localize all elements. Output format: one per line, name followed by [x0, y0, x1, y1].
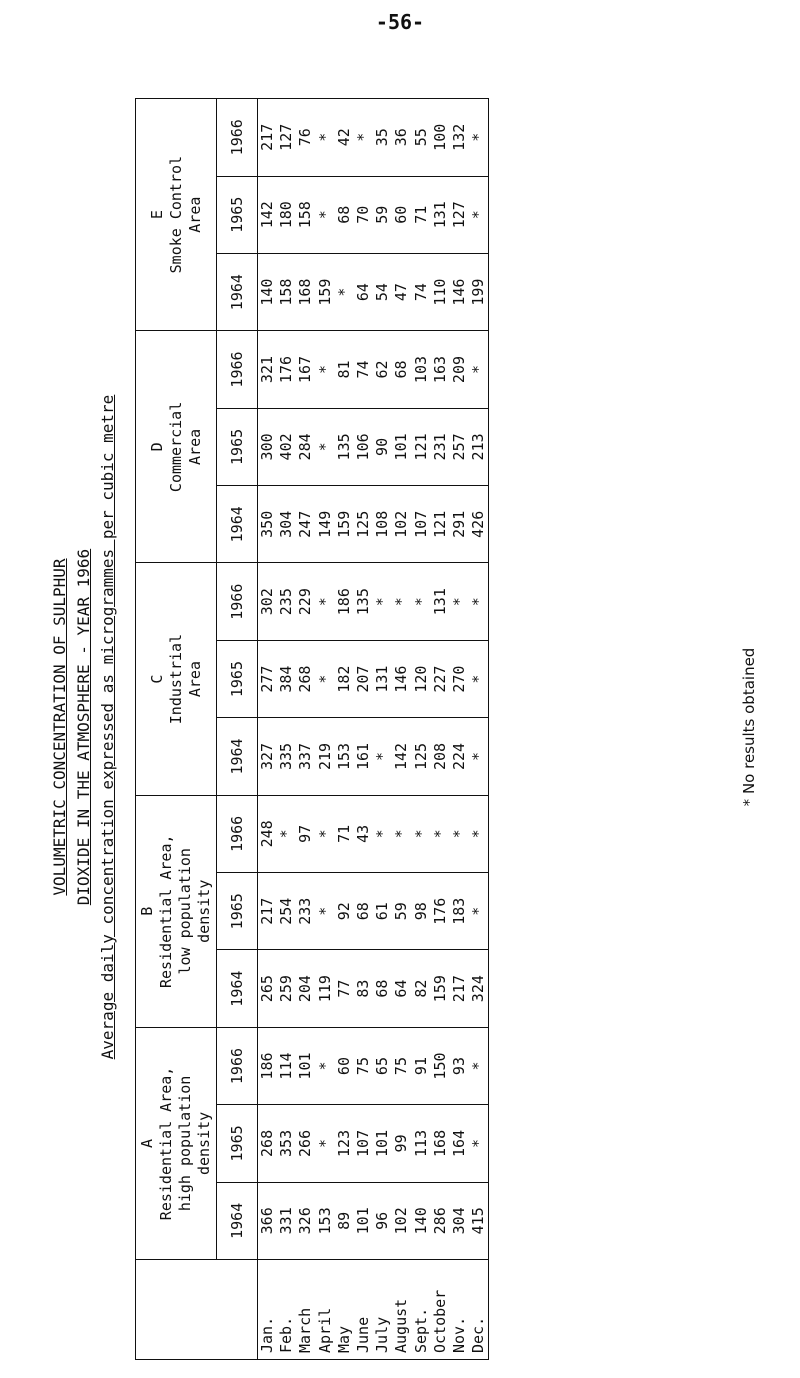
value-cell: * — [315, 597, 334, 607]
month-label: Dec. — [469, 1316, 488, 1353]
value-cell: 204 — [296, 975, 315, 1003]
year-header: 1965 — [217, 176, 258, 253]
value-column — [258, 1105, 489, 1182]
value-column — [258, 408, 489, 485]
value-cell: 213 — [469, 433, 488, 461]
value-cell: 335 — [277, 742, 296, 771]
value-cell: 207 — [353, 665, 372, 693]
rotated-table-page — [40, 92, 770, 1362]
value-cell: 254 — [277, 897, 296, 925]
value-cell: 125 — [353, 510, 372, 538]
value-cell: 266 — [296, 1129, 315, 1157]
value-cell: 286 — [430, 1207, 449, 1235]
value-cell: 235 — [277, 588, 296, 616]
value-cell: 248 — [258, 820, 276, 848]
value-cell: 163 — [430, 355, 449, 384]
value-cell: 106 — [353, 433, 372, 461]
value-cell: 82 — [411, 979, 430, 998]
area-header-a — [136, 1027, 217, 1259]
sulphur-dioxide-table — [135, 98, 489, 1360]
value-cell: 107 — [353, 1129, 372, 1157]
value-cell: 64 — [353, 283, 372, 302]
value-cell: 247 — [296, 510, 315, 538]
value-cell: 268 — [296, 665, 315, 693]
area-line2: Area — [185, 428, 204, 465]
value-cell: 326 — [296, 1207, 315, 1235]
value-cell: 125 — [411, 742, 430, 771]
area-header-b — [136, 795, 217, 1027]
month-label: March — [296, 1307, 315, 1353]
value-cell: 93 — [449, 1057, 468, 1076]
value-cell: 186 — [258, 1052, 276, 1080]
value-cell: 208 — [430, 742, 449, 771]
value-cell: 96 — [373, 1211, 392, 1230]
value-cell: 55 — [411, 128, 430, 147]
value-cell: 168 — [296, 278, 315, 306]
value-cell: 284 — [296, 433, 315, 461]
area-header-row — [136, 99, 217, 1360]
value-cell: 217 — [258, 897, 276, 925]
value-cell: * — [315, 365, 334, 375]
area-line2: Area — [185, 661, 204, 698]
value-cell: 100 — [430, 123, 449, 151]
year-header-row — [217, 99, 258, 1360]
value-cell: 270 — [449, 665, 468, 693]
value-cell: 302 — [258, 588, 276, 616]
value-cell: 47 — [392, 283, 411, 302]
value-cell: 68 — [334, 205, 353, 224]
value-cell: 384 — [277, 665, 296, 693]
value-cell: 65 — [373, 1057, 392, 1076]
value-cell: * — [469, 132, 488, 142]
value-cell: 146 — [392, 665, 411, 693]
value-cell: 71 — [334, 824, 353, 843]
year-header: 1966 — [217, 331, 258, 408]
value-cell: 101 — [392, 433, 411, 461]
value-cell: 59 — [392, 902, 411, 921]
value-column — [258, 640, 489, 717]
value-cell: 366 — [258, 1207, 276, 1235]
value-cell: 277 — [258, 665, 276, 693]
value-cell: * — [411, 829, 430, 839]
value-cell: 149 — [315, 510, 334, 538]
value-column — [258, 873, 489, 950]
value-cell: 337 — [296, 742, 315, 771]
value-cell: 91 — [411, 1057, 430, 1076]
month-label: May — [334, 1325, 353, 1353]
value-cell: 159 — [430, 975, 449, 1003]
value-cell: * — [469, 210, 488, 220]
data-row — [258, 99, 489, 1360]
value-cell: 182 — [334, 665, 353, 693]
value-cell: * — [469, 674, 488, 684]
month-header-blank — [136, 1260, 258, 1360]
area-line1: Smoke Control — [166, 155, 185, 274]
value-cell: 159 — [315, 278, 334, 306]
value-column — [258, 950, 489, 1027]
value-cell: 76 — [296, 128, 315, 147]
value-cell: 227 — [430, 665, 449, 693]
value-cell: * — [315, 1061, 334, 1071]
value-cell: 142 — [392, 742, 411, 771]
value-cell: * — [315, 1138, 334, 1148]
month-label: Nov. — [449, 1316, 468, 1353]
value-cell: 121 — [430, 510, 449, 538]
year-header: 1966 — [217, 99, 258, 177]
value-cell: 62 — [373, 360, 392, 379]
year-header: 1964 — [217, 1182, 258, 1259]
value-cell: 59 — [373, 205, 392, 224]
value-cell: * — [315, 210, 334, 220]
value-cell: 183 — [449, 897, 468, 925]
year-header: 1964 — [217, 486, 258, 563]
subtitle: Average daily concentration expressed as microgrammes per cubic metre — [98, 394, 117, 1060]
value-cell: * — [315, 906, 334, 916]
value-cell: 64 — [392, 979, 411, 998]
value-cell: * — [373, 829, 392, 839]
value-cell: 42 — [334, 128, 353, 147]
value-cell: 217 — [449, 975, 468, 1003]
area-header-d — [136, 331, 217, 563]
value-cell: 150 — [430, 1052, 449, 1080]
value-cell: * — [315, 442, 334, 452]
value-cell: 415 — [469, 1207, 488, 1235]
value-column — [258, 253, 489, 330]
value-cell: 107 — [411, 510, 430, 538]
value-cell: 75 — [353, 1057, 372, 1076]
value-cell: * — [449, 829, 468, 839]
title-line-2: DIOXIDE IN THE ATMOSPHERE - YEAR 1966 — [74, 548, 93, 906]
value-cell: 83 — [353, 979, 372, 998]
value-cell: * — [373, 597, 392, 607]
value-cell: 127 — [277, 123, 296, 151]
value-cell: 231 — [430, 433, 449, 461]
value-cell: 102 — [392, 1207, 411, 1235]
value-cell: 97 — [296, 824, 315, 843]
month-label: August — [392, 1298, 411, 1353]
area-line1: Industrial — [166, 633, 185, 725]
value-cell: 153 — [315, 1207, 334, 1235]
value-cell: 101 — [296, 1052, 315, 1080]
area-letter: C — [147, 674, 166, 684]
value-cell: 259 — [277, 975, 296, 1003]
year-header: 1965 — [217, 1105, 258, 1182]
value-cell: 233 — [296, 897, 315, 925]
value-column — [258, 563, 489, 640]
value-cell: 350 — [258, 510, 276, 538]
value-cell: 158 — [277, 278, 296, 306]
area-header-c — [136, 563, 217, 795]
value-cell: 331 — [277, 1207, 296, 1235]
month-column — [258, 1260, 489, 1360]
value-cell: 101 — [373, 1129, 392, 1157]
value-cell: 131 — [430, 201, 449, 229]
value-cell: 135 — [353, 588, 372, 616]
area-line2: low population — [176, 848, 194, 975]
value-cell: 327 — [258, 742, 276, 771]
value-cell: * — [373, 751, 392, 761]
value-cell: 43 — [353, 824, 372, 843]
value-cell: 291 — [449, 510, 468, 538]
area-letter: A — [138, 1138, 156, 1148]
value-cell: 209 — [449, 355, 468, 384]
value-column — [258, 718, 489, 795]
area-line1: Residential Area, — [157, 1066, 175, 1221]
value-cell: 142 — [258, 201, 276, 229]
value-cell: 90 — [373, 437, 392, 456]
value-cell: 131 — [430, 588, 449, 616]
month-label: April — [315, 1307, 334, 1353]
value-cell: * — [411, 597, 430, 607]
value-cell: 127 — [449, 201, 468, 229]
value-cell: * — [334, 287, 353, 297]
value-cell: * — [469, 829, 488, 839]
area-line1: Residential Area, — [157, 834, 175, 989]
value-cell: 101 — [353, 1207, 372, 1235]
value-cell: 265 — [258, 975, 276, 1003]
value-cell: 70 — [353, 205, 372, 224]
area-letter: D — [147, 442, 166, 452]
value-cell: * — [315, 132, 334, 142]
value-cell: 110 — [430, 278, 449, 306]
area-line3: density — [195, 1111, 213, 1176]
value-cell: 81 — [334, 360, 353, 379]
value-cell: 36 — [392, 128, 411, 147]
area-line1: Commercial — [166, 401, 185, 493]
value-cell: * — [315, 829, 334, 839]
value-cell: 199 — [469, 278, 488, 306]
value-cell: * — [469, 751, 488, 761]
value-cell: 71 — [411, 205, 430, 224]
value-cell: 92 — [334, 902, 353, 921]
value-cell: 304 — [449, 1207, 468, 1235]
value-cell: 74 — [411, 283, 430, 302]
value-cell: * — [449, 597, 468, 607]
month-label: Feb. — [277, 1316, 296, 1353]
value-cell: 426 — [469, 510, 488, 538]
value-cell: 68 — [353, 902, 372, 921]
value-cell: 219 — [315, 742, 334, 771]
month-label: Sept. — [411, 1307, 430, 1353]
value-cell: * — [469, 365, 488, 375]
value-cell: 102 — [392, 510, 411, 538]
month-label: October — [430, 1289, 449, 1353]
value-cell: 98 — [411, 902, 430, 921]
year-header: 1965 — [217, 408, 258, 485]
year-header: 1964 — [217, 950, 258, 1027]
value-cell: * — [469, 1061, 488, 1071]
value-cell: 75 — [392, 1057, 411, 1076]
value-cell: 114 — [277, 1052, 296, 1080]
value-column — [258, 1027, 489, 1104]
area-letter: E — [147, 210, 166, 220]
value-cell: * — [392, 829, 411, 839]
value-cell: 224 — [449, 742, 468, 771]
value-cell: 304 — [277, 510, 296, 538]
year-header: 1965 — [217, 873, 258, 950]
value-cell: 168 — [430, 1129, 449, 1157]
value-cell: 140 — [258, 278, 276, 306]
value-column — [258, 795, 489, 872]
value-cell: 61 — [373, 902, 392, 921]
value-cell: 402 — [277, 433, 296, 461]
value-cell: 159 — [334, 510, 353, 538]
value-cell: * — [392, 597, 411, 607]
year-header: 1966 — [217, 1027, 258, 1104]
value-cell: 121 — [411, 433, 430, 461]
value-cell: 135 — [334, 433, 353, 461]
value-cell: * — [353, 132, 372, 142]
value-cell: * — [315, 674, 334, 684]
value-cell: 321 — [258, 355, 276, 384]
area-letter: B — [138, 906, 156, 916]
value-cell: 180 — [277, 201, 296, 229]
value-cell: 120 — [411, 665, 430, 693]
value-cell: 353 — [277, 1129, 296, 1157]
value-cell: 257 — [449, 433, 468, 461]
value-cell: 153 — [334, 742, 353, 771]
value-cell: 74 — [353, 360, 372, 379]
value-cell: 186 — [334, 588, 353, 616]
year-header: 1966 — [217, 563, 258, 640]
area-line2: Area — [185, 196, 204, 233]
value-cell: 324 — [469, 975, 488, 1003]
year-header: 1965 — [217, 640, 258, 717]
area-line3: density — [195, 879, 213, 943]
value-cell: 217 — [258, 123, 276, 151]
value-cell: 161 — [353, 742, 372, 771]
value-cell: 146 — [449, 278, 468, 306]
value-cell: 68 — [392, 360, 411, 379]
value-cell: 60 — [392, 205, 411, 224]
value-cell: 158 — [296, 201, 315, 229]
year-header: 1964 — [217, 253, 258, 330]
value-cell: 229 — [296, 588, 315, 616]
value-column — [258, 1182, 489, 1259]
value-cell: * — [277, 829, 296, 839]
value-column — [258, 176, 489, 253]
value-cell: 68 — [373, 979, 392, 998]
value-cell: 132 — [449, 123, 468, 151]
month-label: July — [373, 1316, 392, 1353]
value-cell: * — [469, 906, 488, 916]
value-cell: 99 — [392, 1134, 411, 1153]
value-column — [258, 331, 489, 408]
value-column — [258, 486, 489, 563]
value-cell: * — [430, 829, 449, 839]
value-cell: 140 — [411, 1207, 430, 1235]
value-cell: 300 — [258, 433, 276, 461]
value-cell: 176 — [277, 355, 296, 384]
year-header: 1966 — [217, 795, 258, 872]
value-cell: 119 — [315, 975, 334, 1003]
value-cell: 89 — [334, 1211, 353, 1230]
value-cell: 103 — [411, 355, 430, 384]
title-line-1: VOLUMETRIC CONCENTRATION OF SULPHUR — [50, 558, 69, 896]
value-cell: 54 — [373, 283, 392, 302]
page-number: -56- — [375, 10, 425, 34]
value-cell: 60 — [334, 1057, 353, 1076]
footnote: * No results obtained — [740, 647, 758, 807]
value-cell: 35 — [373, 128, 392, 147]
value-cell: 176 — [430, 897, 449, 925]
value-column — [258, 99, 489, 177]
month-label: June — [353, 1316, 372, 1353]
value-cell: 164 — [449, 1129, 468, 1157]
value-cell: 131 — [373, 665, 392, 693]
value-cell: 167 — [296, 355, 315, 384]
area-line2: high population — [176, 1075, 194, 1212]
value-cell: * — [469, 597, 488, 607]
value-cell: 77 — [334, 979, 353, 998]
value-cell: 108 — [373, 510, 392, 538]
area-header-e — [136, 99, 217, 331]
value-cell: 123 — [334, 1129, 353, 1157]
value-cell: * — [469, 1138, 488, 1148]
year-header: 1964 — [217, 718, 258, 795]
value-cell: 268 — [258, 1129, 276, 1157]
month-label: Jan. — [258, 1316, 276, 1353]
value-cell: 113 — [411, 1129, 430, 1157]
